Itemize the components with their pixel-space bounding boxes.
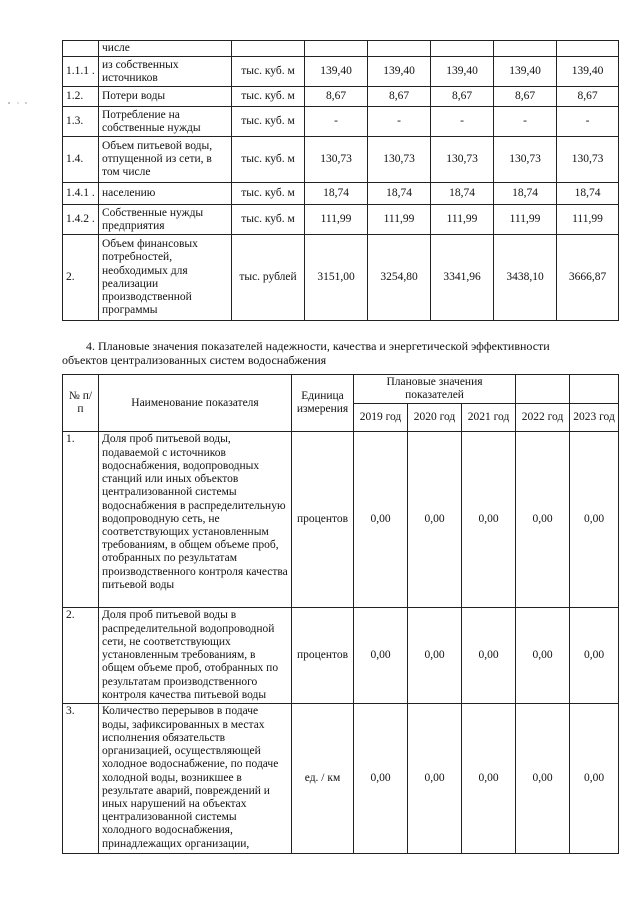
header-year: 2022 год	[516, 404, 570, 432]
row-value: 0,00	[354, 608, 408, 704]
row-unit: процентов	[292, 608, 354, 704]
row-number: 1.3.	[63, 107, 99, 137]
row-number: 1.4.1 .	[63, 183, 99, 205]
row-value: 111,99	[368, 205, 431, 235]
header-row-top	[63, 375, 619, 404]
row-name: числе	[99, 41, 232, 57]
header-year: 2020 год	[408, 404, 462, 432]
row-name: Доля проб питьевой воды в распределительной водопроводной сети, не соответствующих установленным требованиям, в общем объеме проб, отобранных по результатам производственного контроля качества питьевой воды	[99, 608, 292, 704]
row-value: 0,00	[570, 704, 619, 854]
row-name: населению	[99, 183, 232, 205]
table-row	[63, 57, 619, 87]
row-value: 111,99	[305, 205, 368, 235]
row-value: 8,67	[305, 87, 368, 107]
row-value: 130,73	[305, 137, 368, 183]
row-value: 18,74	[557, 183, 619, 205]
header-planned-values: Плановые значения показателей	[354, 375, 516, 404]
row-unit: тыс. куб. м	[232, 137, 305, 183]
production-volumes-table	[62, 40, 619, 321]
row-value	[305, 41, 368, 57]
row-value: -	[368, 107, 431, 137]
row-value: 8,67	[431, 87, 494, 107]
table-row	[63, 41, 619, 57]
row-number: 1.2.	[63, 87, 99, 107]
row-unit: процентов	[292, 432, 354, 608]
row-value: 0,00	[570, 608, 619, 704]
row-name: Объем питьевой воды, отпущенной из сети, в том числе	[99, 137, 232, 183]
row-value: 3666,87	[557, 235, 619, 321]
row-number: 2.	[63, 235, 99, 321]
table-row	[63, 205, 619, 235]
row-value: 3438,10	[494, 235, 557, 321]
row-value: 3341,96	[431, 235, 494, 321]
row-value: 0,00	[354, 432, 408, 608]
row-value: -	[431, 107, 494, 137]
row-value: 130,73	[557, 137, 619, 183]
row-name: Объем финансовых потребностей, необходимых для реализации производственной программы	[99, 235, 232, 321]
row-value: 130,73	[494, 137, 557, 183]
row-number: 1.4.2 .	[63, 205, 99, 235]
row-value: -	[557, 107, 619, 137]
table-row	[63, 704, 619, 854]
row-value: 139,40	[305, 57, 368, 87]
row-value: 18,74	[368, 183, 431, 205]
row-value: 130,73	[368, 137, 431, 183]
row-unit: тыс. куб. м	[232, 183, 305, 205]
row-name: Собственные нужды предприятия	[99, 205, 232, 235]
header-empty-cell	[570, 375, 619, 404]
row-value	[557, 41, 619, 57]
row-value: 0,00	[408, 608, 462, 704]
row-name: Количество перерывов в подаче воды, зафиксированных в местах исполнения обязательств организацией, осуществляющей холодное водоснабжение, по подаче холодной воды, возникшее в результате аварий, повреждений и иных нарушений на объектах централизованной системы холодного водоснабжения, принадлежащих организации,	[99, 704, 292, 854]
row-value: 0,00	[408, 704, 462, 854]
row-value: 0,00	[354, 704, 408, 854]
header-empty-cell	[516, 375, 570, 404]
row-value: 0,00	[462, 608, 516, 704]
row-unit: тыс. рублей	[232, 235, 305, 321]
header-year: 2019 год	[354, 404, 408, 432]
row-name: Потери воды	[99, 87, 232, 107]
row-value: 8,67	[368, 87, 431, 107]
row-number: 1.	[63, 432, 99, 608]
row-value: 0,00	[462, 704, 516, 854]
table-row	[63, 432, 619, 608]
table-row	[63, 235, 619, 321]
row-name: Доля проб питьевой воды, подаваемой с источников водоснабжения, водопроводных станций или иных объектов централизованной системы водоснабжения в распределительную водопроводную сеть, не соответствующих установленным требованиям, в общем объеме проб, отобранных по результатам производственного контроля качества питьевой воды	[99, 432, 292, 608]
row-number: 1.1.1 .	[63, 57, 99, 87]
row-number: 2.	[63, 608, 99, 704]
row-value: 111,99	[557, 205, 619, 235]
table-row	[63, 183, 619, 205]
section-heading-line1: 4. Плановые значения показателей надежности, качества и энергетической эффективности	[86, 339, 550, 353]
row-unit: ед. / км	[292, 704, 354, 854]
row-name: Потребление на собственные нужды	[99, 107, 232, 137]
section-heading-line2: объектов централизованных систем водоснабжения	[62, 352, 327, 367]
row-value: 3254,80	[368, 235, 431, 321]
row-value: 0,00	[516, 704, 570, 854]
row-value	[368, 41, 431, 57]
row-unit: тыс. куб. м	[232, 87, 305, 107]
indicators-table	[62, 374, 619, 854]
row-value: 139,40	[368, 57, 431, 87]
row-number: 1.4.	[63, 137, 99, 183]
row-value: 8,67	[494, 87, 557, 107]
row-unit: тыс. куб. м	[232, 57, 305, 87]
table-row	[63, 137, 619, 183]
table-row	[63, 608, 619, 704]
row-value: -	[305, 107, 368, 137]
row-value: 139,40	[557, 57, 619, 87]
row-value: 18,74	[494, 183, 557, 205]
header-year: 2023 год	[570, 404, 619, 432]
table-row	[63, 87, 619, 107]
row-value: 139,40	[431, 57, 494, 87]
row-value: 0,00	[408, 432, 462, 608]
row-name: из собственных источников	[99, 57, 232, 87]
header-unit: Единица измерения	[292, 375, 354, 432]
row-value: 0,00	[516, 608, 570, 704]
row-value: 8,67	[557, 87, 619, 107]
table-row	[63, 107, 619, 137]
row-value: 0,00	[570, 432, 619, 608]
section-heading	[62, 340, 618, 368]
header-num: № п/п	[63, 375, 99, 432]
row-value: 130,73	[431, 137, 494, 183]
row-unit	[232, 41, 305, 57]
row-value: 18,74	[431, 183, 494, 205]
header-year: 2021 год	[462, 404, 516, 432]
row-number: 3.	[63, 704, 99, 854]
row-value: 18,74	[305, 183, 368, 205]
row-value: 0,00	[462, 432, 516, 608]
row-unit: тыс. куб. м	[232, 205, 305, 235]
row-number	[63, 41, 99, 57]
header-name: Наименование показателя	[99, 375, 292, 432]
row-value	[494, 41, 557, 57]
row-unit: тыс. куб. м	[232, 107, 305, 137]
row-value: 111,99	[494, 205, 557, 235]
row-value: 139,40	[494, 57, 557, 87]
row-value	[431, 41, 494, 57]
row-value: 0,00	[516, 432, 570, 608]
margin-speck-mark	[6, 97, 28, 103]
row-value: 111,99	[431, 205, 494, 235]
row-value: 3151,00	[305, 235, 368, 321]
row-value: -	[494, 107, 557, 137]
